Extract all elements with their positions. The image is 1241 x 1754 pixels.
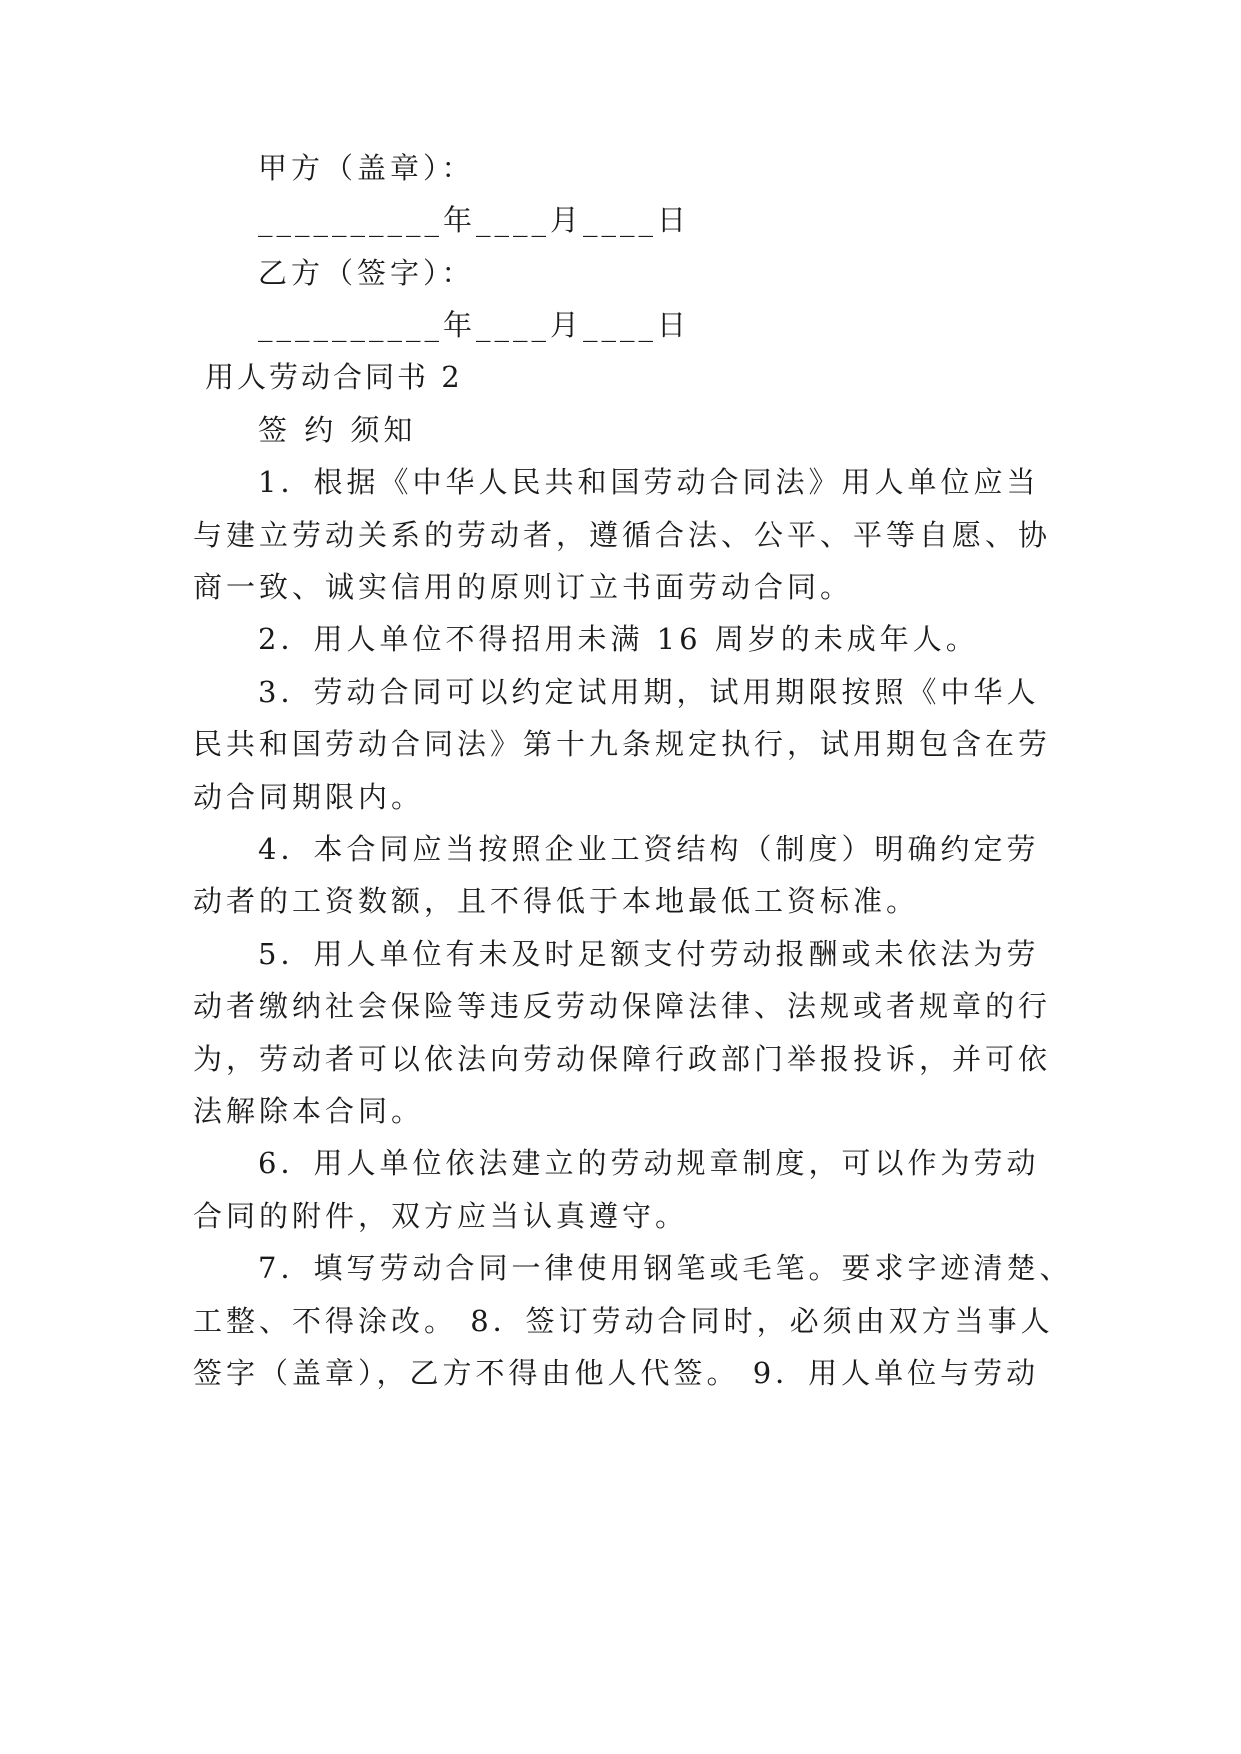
paragraph-line: 为，劳动者可以依法向劳动保障行政部门举报投诉，并可依 <box>193 1042 1052 1076</box>
paragraph-line: 法解除本合同。 <box>193 1094 425 1128</box>
party-b-date-line: __________年____月____日 <box>258 308 691 342</box>
paragraph-line: 合同的附件，双方应当认真遵守。 <box>193 1199 689 1233</box>
paragraph-line: 动合同期限内。 <box>193 780 425 814</box>
paragraph-line: 3．劳动合同可以约定试用期，试用期限按照《中华人 <box>258 675 1040 709</box>
paragraph-line: 7．填写劳动合同一律使用钢笔或毛笔。要求字迹清楚、 <box>258 1251 1073 1285</box>
party-a-seal-label: 甲方（盖章）： <box>258 151 475 185</box>
paragraph-line: 1．根据《中华人民共和国劳动合同法》用人单位应当 <box>258 465 1040 499</box>
party-a-date-line: __________年____月____日 <box>258 203 691 237</box>
paragraph-line: 与建立劳动关系的劳动者，遵循合法、公平、平等自愿、协 <box>193 518 1052 552</box>
paragraph-line: 2．用人单位不得招用未满 16 周岁的未成年人。 <box>258 622 979 656</box>
paragraph-line: 民共和国劳动合同法》第十九条规定执行，试用期包含在劳 <box>193 727 1052 761</box>
paragraph-line: 商一致、诚实信用的原则订立书面劳动合同。 <box>193 570 854 604</box>
paragraph-line: 5．用人单位有未及时足额支付劳动报酬或未依法为劳 <box>258 937 1040 971</box>
paragraph-line: 签字（盖章），乙方不得由他人代签。 9．用人单位与劳动 <box>193 1356 1040 1390</box>
notice-heading: 签 约 须知 <box>258 413 417 447</box>
paragraph-line: 动者缴纳社会保险等违反劳动保障法律、法规或者规章的行 <box>193 989 1052 1023</box>
paragraph-line: 动者的工资数额，且不得低于本地最低工资标准。 <box>193 884 920 918</box>
paragraph-line: 4．本合同应当按照企业工资结构（制度）明确约定劳 <box>258 832 1040 866</box>
party-b-signature-label: 乙方（签字）： <box>258 256 475 290</box>
paragraph-line: 6．用人单位依法建立的劳动规章制度，可以作为劳动 <box>258 1146 1040 1180</box>
document-title: 用人劳动合同书 2 <box>205 360 463 394</box>
paragraph-line: 工整、不得涂改。 8．签订劳动合同时，必须由双方当事人 <box>193 1304 1054 1338</box>
